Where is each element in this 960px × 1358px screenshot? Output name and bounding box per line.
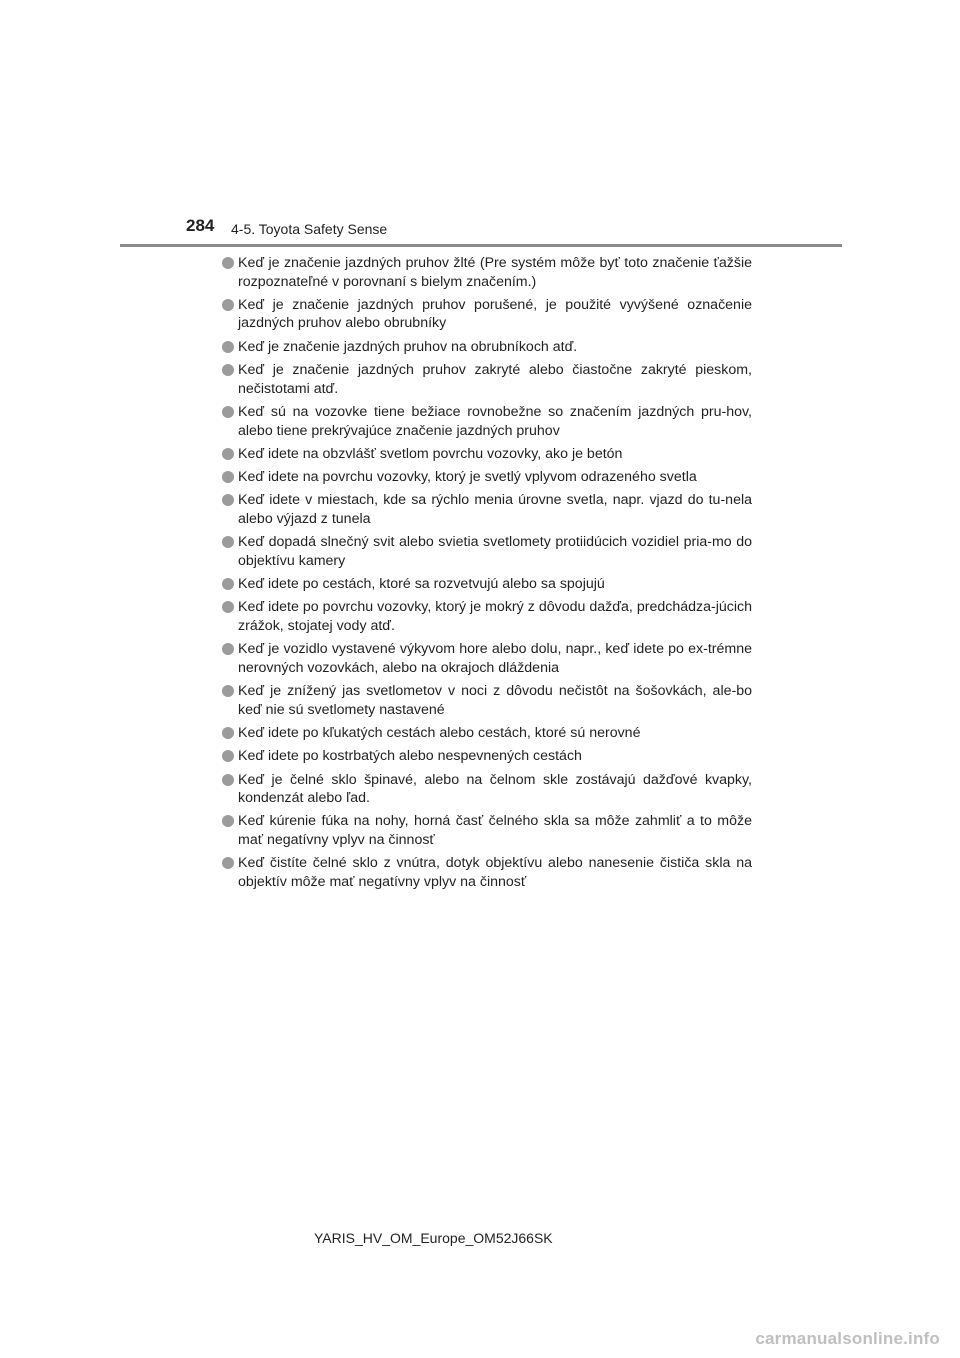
bullet-text: Keď je čelné sklo špinavé, alebo na čelnom skle zostávajú dažďové kvapky, kondenzát alebo ľad. [238,771,752,807]
bullet-text: Keď kúrenie fúka na nohy, horná časť čelného skla sa môže zahmliť a to môže mať negatívny vplyv na činnosť [238,813,752,849]
bullet-dot-icon [222,727,234,739]
bullet-item [222,747,752,766]
bullet-dot-icon [222,364,234,376]
bullet-text: Keď je vozidlo vystavené výkyvom hore alebo dolu, napr., keď idete po ex-trémne nerovných vozovkách, alebo na okrajoch dláždenia [238,641,752,676]
bullet-dot-icon [222,601,234,613]
bullet-list [222,254,752,896]
bullet-item [222,575,752,594]
bullet-text: Keď čistíte čelné sklo z vnútra, dotyk objektívu alebo nanesenie čističa skla na objektív môže mať negatívny vplyv na činnosť [238,855,752,890]
bullet-text: Keď je značenie jazdných pruhov porušené, je použité vyvýšené označenie jazdných pruhov alebo obrubníky [238,296,752,332]
bullet-dot-icon [222,815,234,827]
bullet-dot-icon [222,494,234,506]
bullet-item [222,682,752,719]
bullet-dot-icon [222,536,234,548]
bullet-text: Keď dopadá slnečný svit alebo svietia svetlomety protiidúcich vozidiel pria-mo do objektívu kamery [238,534,752,569]
bullet-dot-icon [222,578,234,590]
bullet-item [222,361,752,398]
bullet-text: Keď je značenie jazdných pruhov žlté (Pre systém môže byť toto značenie ťažšie rozpoznateľné v porovnaní s bielym značením.) [238,255,752,290]
bullet-dot-icon [222,299,234,311]
header-rule [120,244,842,247]
bullet-dot-icon [222,685,234,697]
bullet-dot-icon [222,774,234,786]
bullet-dot-icon [222,406,234,418]
page-number: 284 [186,216,215,235]
bullet-text: Keď idete po povrchu vozovky, ktorý je mokrý z dôvodu dažďa, predchádza-júcich zrážok, stojatej vody atď. [238,599,752,634]
bullet-item [222,445,752,464]
bullet-text: Keď je znížený jas svetlometov v noci z dôvodu nečistôt na šošovkách, ale-bo keď nie sú svetlomety nastavené [238,683,752,718]
bullet-text: Keď sú na vozovke tiene bežiace rovnobežne so značením jazdných pru-hov, alebo tiene prekrývajúce značenie jazdných pruhov [238,403,752,439]
bullet-dot-icon [222,857,234,869]
bullet-text: Keď idete po kostrbatých alebo nespevnených cestách [238,748,582,765]
bullet-item [222,854,752,891]
section-title: 4-5. Toyota Safety Sense [231,221,388,237]
bullet-dot-icon [222,471,234,483]
bullet-item [222,640,752,677]
bullet-item [222,468,752,487]
bullet-text: Keď idete na povrchu vozovky, ktorý je svetlý vplyvom odrazeného svetla [238,469,697,486]
bullet-dot-icon [222,643,234,655]
bullet-item [222,533,752,570]
bullet-item [222,812,752,849]
bullet-text: Keď je značenie jazdných pruhov zakryté alebo čiastočne zakryté pieskom, nečistotami atď. [238,362,752,397]
bullet-dot-icon [222,257,234,269]
bullet-item [222,771,752,808]
bullet-item [222,598,752,635]
document-code: YARIS_HV_OM_Europe_OM52J66SK [314,1230,553,1246]
bullet-item [222,338,752,357]
bullet-text: Keď idete po kľukatých cestách alebo cestách, ktoré sú nerovné [238,725,641,741]
bullet-dot-icon [222,448,234,460]
bullet-item [222,491,752,528]
bullet-dot-icon [222,750,234,762]
bullet-text: Keď idete na obzvlášť svetlom povrchu vozovky, ako je betón [238,445,623,462]
bullet-item [222,254,752,291]
bullet-text: Keď je značenie jazdných pruhov na obrubníkoch atď. [238,338,578,355]
bullet-text: Keď idete po cestách, ktoré sa rozvetvujú alebo sa spojujú [238,576,605,593]
bullet-item [222,724,752,743]
bullet-text: Keď idete v miestach, kde sa rýchlo menia úrovne svetla, napr. vjazd do tu-nela alebo výjazd z tunela [238,492,752,527]
watermark: carmanualsonline.info [755,1329,940,1348]
bullet-item [222,296,752,333]
bullet-dot-icon [222,341,234,353]
bullet-item [222,403,752,440]
